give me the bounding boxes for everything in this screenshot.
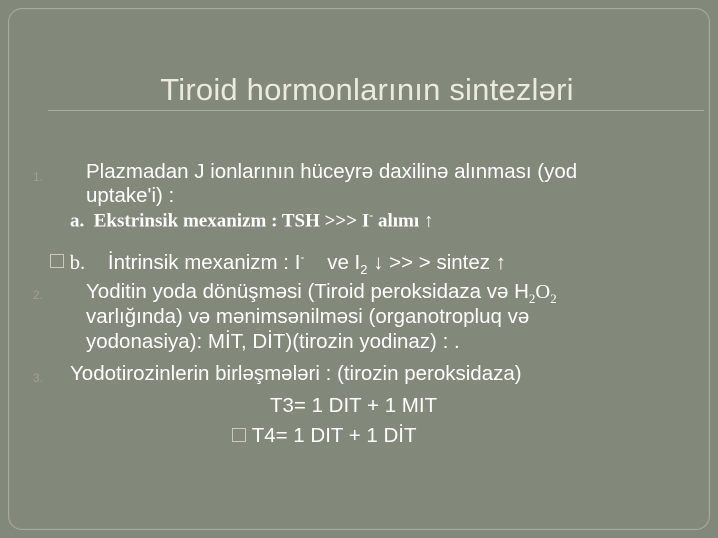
sub-a-letter: a. [70, 210, 85, 232]
sub-b-mid: ve I [321, 250, 361, 274]
sub-b-sub: 2 [360, 261, 368, 277]
item-2-line-3: yodonasiya): MİT, DİT)(tirozin yodinaz) : . [86, 330, 460, 353]
arrow-down-icon: ↓ [373, 250, 384, 274]
sub-b-sup: - [300, 250, 305, 264]
sub-a-text: Ekstrinsik mexanizm : TSH >>> I [93, 210, 370, 232]
sub-b-tail: >> > sintez [383, 250, 496, 274]
h2o2-sub2: 2 [550, 291, 557, 307]
h2o2-formula [528, 281, 557, 307]
bullet-box-icon [232, 428, 246, 442]
slide-title [0, 72, 718, 108]
arrow-up-icon: ↑ [495, 250, 506, 274]
item-1-line-2: uptake'i) : [86, 184, 175, 207]
sub-a-tail: alımı [373, 210, 424, 232]
sub-item-a [70, 208, 433, 232]
title-text: Tiroid hormonlarının sintezləri [160, 72, 574, 107]
sub-item-b [50, 250, 506, 277]
t4-formula: T4= 1 DIT + 1 DİT [251, 424, 417, 447]
item-1-line-1: Plazmadan J ionlarının hüceyrə daxilinə alınması (yod [86, 160, 578, 183]
t3-formula: T3= 1 DIT + 1 MIT [270, 394, 438, 417]
h2o2-sub1: 2 [528, 291, 536, 307]
item-2-number: 2. [33, 288, 44, 302]
h2o2-o: O [535, 281, 551, 303]
arrow-up-icon: ↑ [423, 210, 434, 232]
item-2-line-1 [86, 280, 557, 307]
t4-row [232, 424, 417, 448]
sub-b-text: İntrinsik mexanizm : I [107, 250, 301, 274]
item-2-line-2: varlığında) və mənimsənilməsi (organotropluq və [86, 305, 530, 328]
item-1-number: 1. [33, 170, 44, 184]
item-3-line-1: Yodotirozinlerin birləşmələri : (tirozin peroksidaza) [70, 362, 522, 385]
item-2-line-1-text: Yoditin yoda dönüşməsi (Tiroid peroksidaza və H [86, 280, 529, 303]
bullet-box-icon [50, 254, 64, 268]
sub-a-sup: - [369, 208, 374, 222]
item-3-number: 3. [33, 371, 44, 385]
title-divider [48, 110, 704, 111]
sub-b-letter: b. [69, 251, 86, 274]
